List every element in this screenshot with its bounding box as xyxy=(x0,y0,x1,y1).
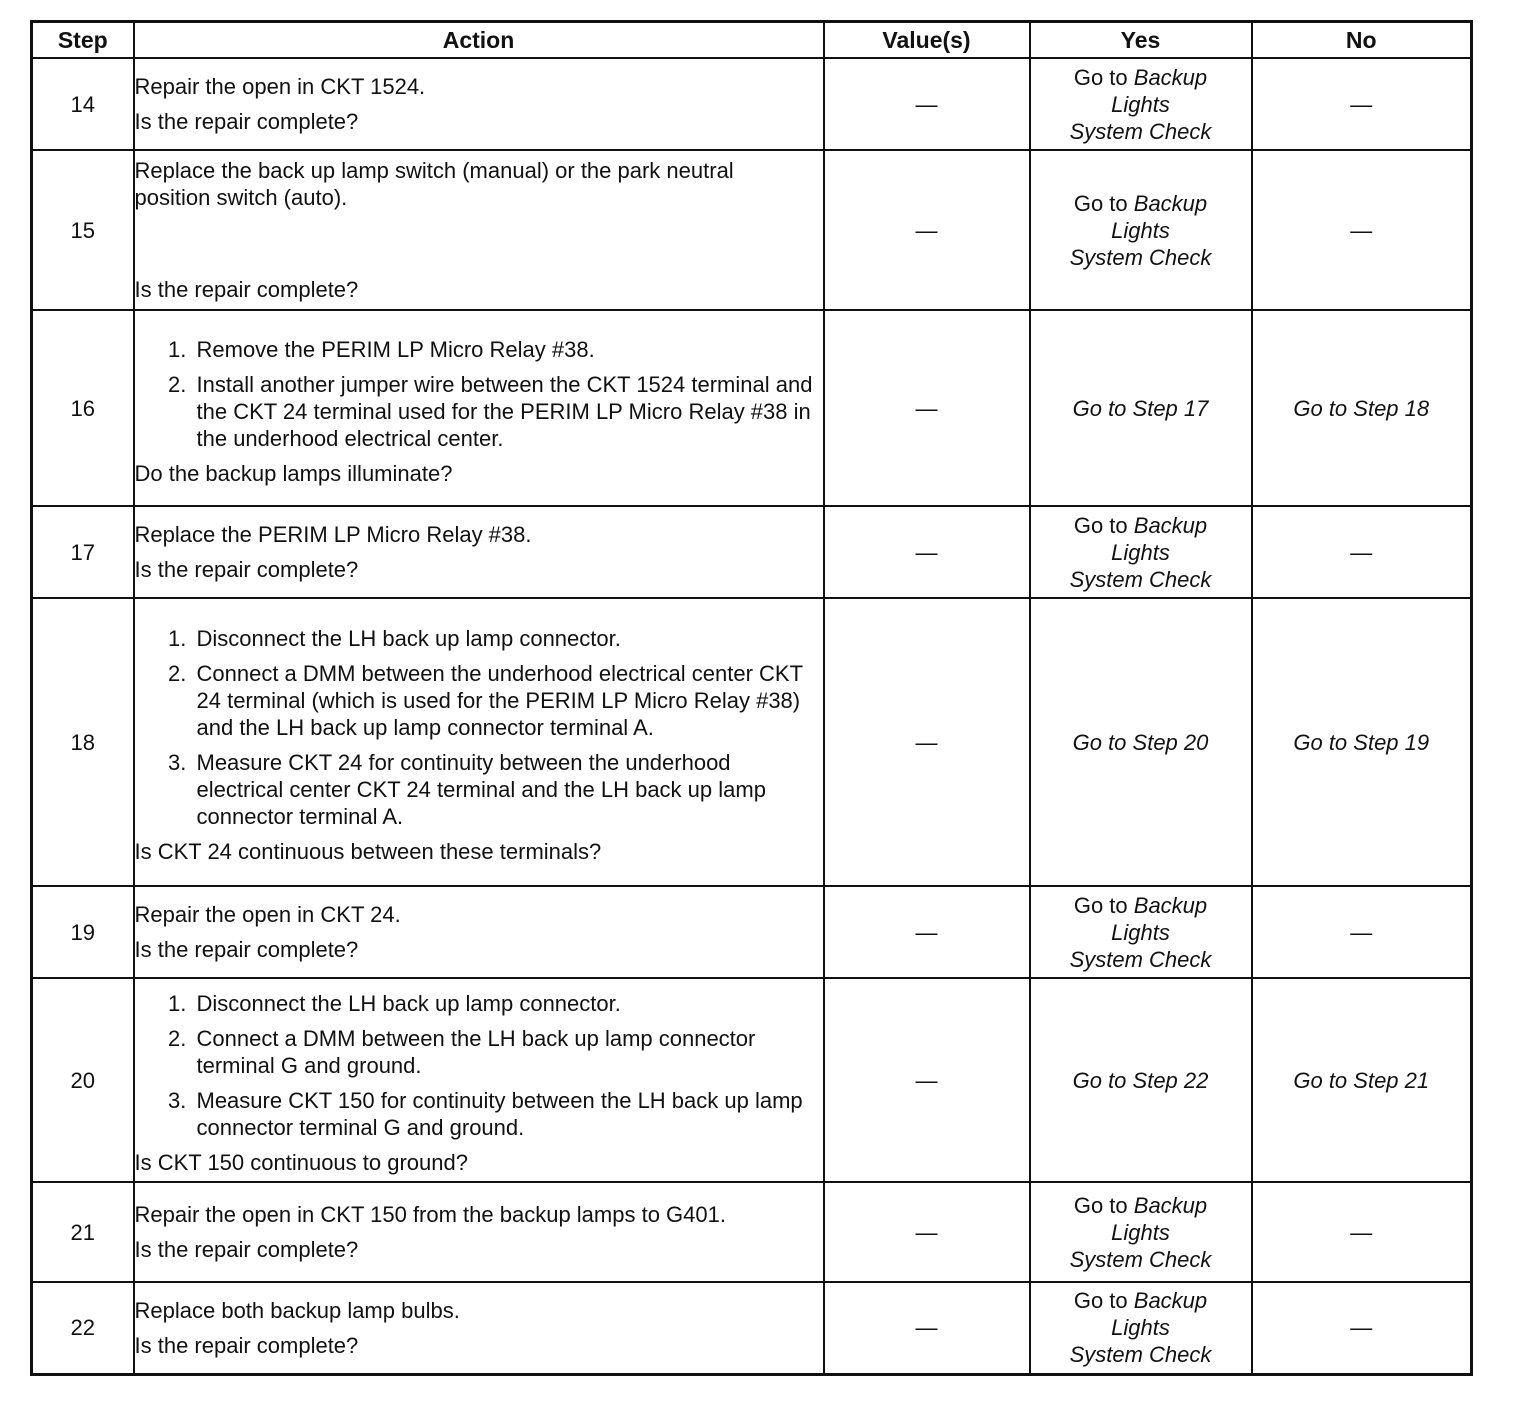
goto-backup: Backup xyxy=(1133,892,1208,918)
goto-system-check: System Check xyxy=(1069,118,1212,144)
action-cell xyxy=(134,150,824,310)
yes-cell xyxy=(1030,58,1252,150)
goto-prefix: Go to xyxy=(1073,1192,1128,1218)
action-cell xyxy=(134,58,824,150)
goto-prefix: Go to xyxy=(1073,892,1128,918)
goto-backup-check xyxy=(1031,190,1251,271)
goto-step-link: Go to Step 19 xyxy=(1293,729,1430,755)
action-cell xyxy=(134,1182,824,1282)
goto-step-link: Go to Step 21 xyxy=(1293,1067,1430,1093)
action-cell xyxy=(134,1282,824,1374)
goto-backup-check xyxy=(1031,1287,1251,1368)
no-cell: — xyxy=(1252,150,1472,310)
action-question: Is CKT 24 continuous between these terminals? xyxy=(134,839,602,864)
step-number: 21 xyxy=(32,1182,134,1282)
goto-step-link: Go to Step 22 xyxy=(1072,1067,1209,1093)
value-cell: — xyxy=(824,1282,1030,1374)
value-cell: — xyxy=(824,1182,1030,1282)
action-step-item: 1. Disconnect the LH back up lamp connector. xyxy=(193,990,823,1017)
yes-cell xyxy=(1030,150,1252,310)
step-number: 17 xyxy=(32,506,134,598)
action-text: Repair the open in CKT 150 from the backup lamps to G401. xyxy=(134,1202,726,1227)
step-number: 20 xyxy=(32,978,134,1182)
header-row xyxy=(32,22,1472,59)
step-number: 22 xyxy=(32,1282,134,1374)
no-cell: — xyxy=(1252,1182,1472,1282)
header-action: Action xyxy=(134,22,824,59)
yes-cell xyxy=(1030,886,1252,978)
header-step: Step xyxy=(32,22,134,59)
step-number: 18 xyxy=(32,598,134,886)
action-question: Is the repair complete? xyxy=(134,1332,359,1358)
value-cell: — xyxy=(824,886,1030,978)
goto-backup: Backup xyxy=(1133,1192,1208,1218)
goto-prefix: Go to xyxy=(1073,512,1128,538)
table-row xyxy=(32,598,1472,886)
table-row xyxy=(32,1182,1472,1282)
action-text: Replace both backup lamp bulbs. xyxy=(134,1297,460,1323)
value-cell: — xyxy=(824,598,1030,886)
action-text: Repair the open in CKT 1524. xyxy=(134,74,426,99)
step-number: 16 xyxy=(32,310,134,506)
header-values: Value(s) xyxy=(824,22,1030,59)
goto-backup-check xyxy=(1031,64,1251,145)
yes-cell xyxy=(1030,1282,1252,1374)
value-cell: — xyxy=(824,150,1030,310)
action-step-item: 1. Remove the PERIM LP Micro Relay #38. xyxy=(193,336,823,363)
action-question: Is the repair complete? xyxy=(134,277,359,302)
yes-cell xyxy=(1030,1182,1252,1282)
goto-lights: Lights xyxy=(1111,91,1170,117)
step-number: 19 xyxy=(32,886,134,978)
action-step-item: 3. Measure CKT 24 for continuity between the underhood electrical center CKT 24 terminal and the LH back up lamp connector terminal A. xyxy=(193,749,823,830)
goto-backup-check xyxy=(1031,892,1251,973)
goto-system-check: System Check xyxy=(1069,946,1212,972)
goto-backup: Backup xyxy=(1133,512,1208,538)
action-step-item: 1. Disconnect the LH back up lamp connector. xyxy=(193,625,823,652)
action-cell xyxy=(134,598,824,886)
value-cell: — xyxy=(824,978,1030,1182)
goto-lights: Lights xyxy=(1111,919,1170,945)
table-row xyxy=(32,150,1472,310)
action-cell xyxy=(134,506,824,598)
header-yes: Yes xyxy=(1030,22,1252,59)
value-cell: — xyxy=(824,506,1030,598)
value-cell: — xyxy=(824,310,1030,506)
action-question: Do the backup lamps illuminate? xyxy=(134,460,453,486)
action-steps xyxy=(135,990,823,1141)
goto-system-check: System Check xyxy=(1069,1342,1212,1368)
goto-lights: Lights xyxy=(1111,539,1170,565)
goto-step-link: Go to Step 17 xyxy=(1072,395,1209,421)
goto-backup: Backup xyxy=(1133,190,1208,216)
diagnostic-table xyxy=(30,20,1473,1376)
no-cell: — xyxy=(1252,1282,1472,1374)
action-text: Replace the PERIM LP Micro Relay #38. xyxy=(134,522,532,547)
action-question: Is the repair complete? xyxy=(134,109,359,134)
goto-lights: Lights xyxy=(1111,1219,1170,1245)
no-cell: — xyxy=(1252,506,1472,598)
no-cell xyxy=(1252,598,1472,886)
step-number: 15 xyxy=(32,150,134,310)
goto-backup-check xyxy=(1031,1192,1251,1273)
action-question: Is the repair complete? xyxy=(134,937,359,962)
no-cell xyxy=(1252,978,1472,1182)
action-question: Is the repair complete? xyxy=(134,1237,359,1262)
action-step-item: 2. Connect a DMM between the underhood electrical center CKT 24 terminal (which is used for the PERIM LP Micro Relay #38) and the LH back up lamp connector terminal A. xyxy=(193,660,823,741)
yes-cell xyxy=(1030,598,1252,886)
step-number: 14 xyxy=(32,58,134,150)
goto-backup: Backup xyxy=(1133,64,1208,90)
goto-system-check: System Check xyxy=(1069,1246,1212,1272)
header-no: No xyxy=(1252,22,1472,59)
yes-cell xyxy=(1030,506,1252,598)
goto-prefix: Go to xyxy=(1073,190,1128,216)
no-cell xyxy=(1252,310,1472,506)
action-steps xyxy=(135,336,823,452)
goto-backup: Backup xyxy=(1133,1288,1208,1314)
table-row xyxy=(32,1282,1472,1374)
table-row xyxy=(32,58,1472,150)
goto-step-link: Go to Step 20 xyxy=(1072,729,1209,755)
goto-step-link: Go to Step 18 xyxy=(1293,395,1430,421)
action-step-item: 2. Connect a DMM between the LH back up lamp connector terminal G and ground. xyxy=(193,1025,823,1079)
no-cell: — xyxy=(1252,886,1472,978)
action-step-item: 2. Install another jumper wire between the CKT 1524 terminal and the CKT 24 terminal used for the PERIM LP Micro Relay #38 in the underhood electrical center. xyxy=(193,371,823,452)
goto-system-check: System Check xyxy=(1069,244,1212,270)
goto-lights: Lights xyxy=(1111,1315,1170,1341)
yes-cell xyxy=(1030,978,1252,1182)
action-cell xyxy=(134,886,824,978)
yes-cell xyxy=(1030,310,1252,506)
action-cell xyxy=(134,310,824,506)
goto-backup-check xyxy=(1031,512,1251,593)
action-text: Repair the open in CKT 24. xyxy=(134,902,401,927)
table-row xyxy=(32,886,1472,978)
action-text: Replace the back up lamp switch (manual) or the park neutral position switch (auto). xyxy=(134,158,734,210)
goto-prefix: Go to xyxy=(1073,1288,1128,1314)
action-cell xyxy=(134,978,824,1182)
no-cell: — xyxy=(1252,58,1472,150)
action-step-item: 3. Measure CKT 150 for continuity between the LH back up lamp connector terminal G and ground. xyxy=(193,1087,823,1141)
action-question: Is CKT 150 continuous to ground? xyxy=(134,1150,468,1175)
action-steps xyxy=(135,625,823,830)
table-row xyxy=(32,506,1472,598)
goto-lights: Lights xyxy=(1111,217,1170,243)
action-question: Is the repair complete? xyxy=(134,557,359,582)
table-row xyxy=(32,310,1472,506)
value-cell: — xyxy=(824,58,1030,150)
goto-prefix: Go to xyxy=(1073,64,1128,90)
table-row xyxy=(32,978,1472,1182)
goto-system-check: System Check xyxy=(1069,566,1212,592)
